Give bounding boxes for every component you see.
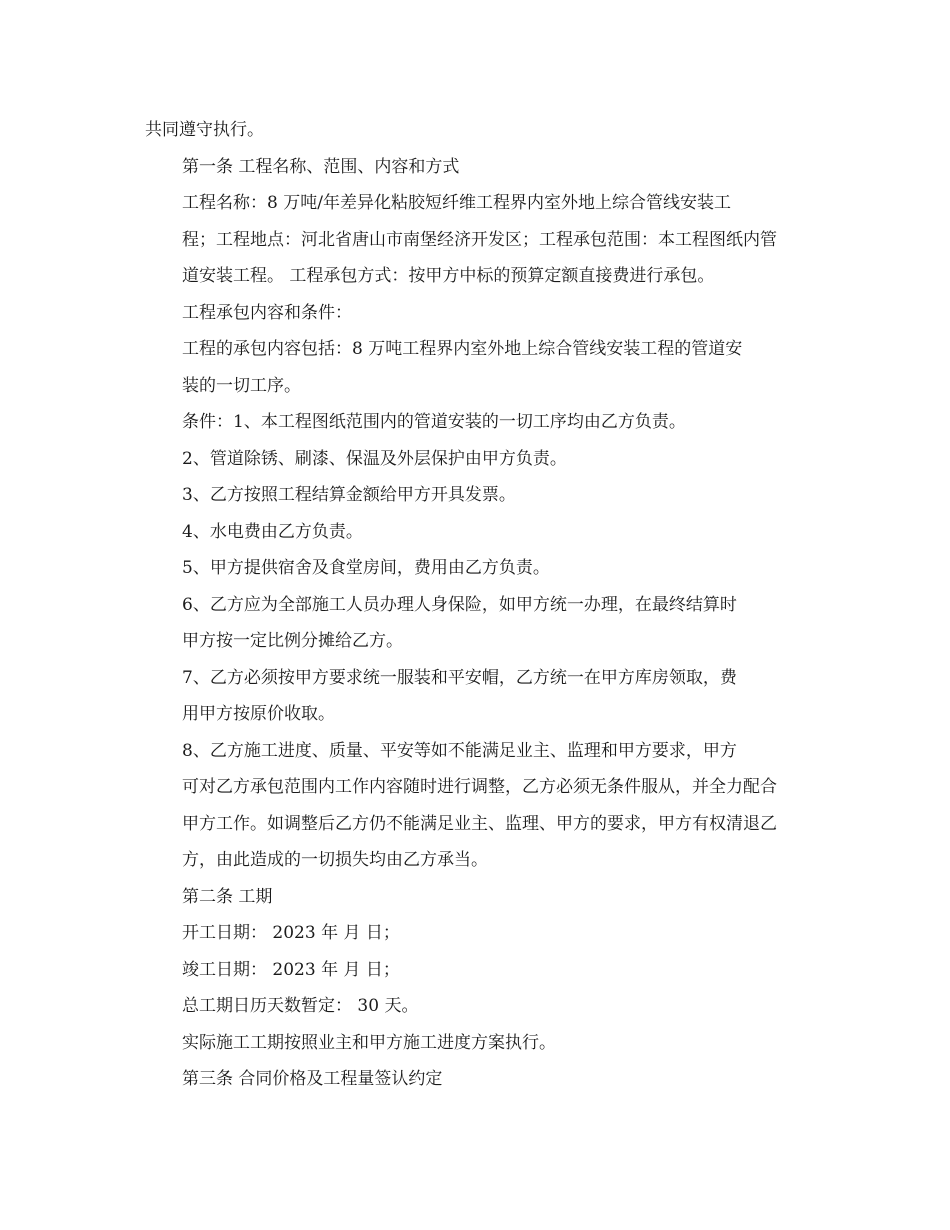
document-body (145, 112, 805, 1098)
paragraph-p5 (145, 404, 805, 441)
paragraph-p13 (145, 879, 805, 916)
text-line: 可对乙方承包范围内工作内容随时进行调整，乙方必须无条件服从，并全力配合 (182, 777, 777, 797)
paragraph-p6 (145, 441, 805, 478)
text-line: 装的一切工序。 (182, 375, 301, 396)
paragraph-p7 (145, 477, 805, 514)
paragraph-p15 (145, 952, 805, 989)
paragraph-p4 (145, 331, 805, 404)
text-line: 用甲方按原价收取。 (182, 704, 335, 724)
text-line: 条件：1、本工程图纸范围内的管道安装的一切工序均由乙方负责。 (182, 412, 686, 432)
text-line: 竣工日期： 2023 年 月 日； (182, 959, 400, 980)
text-line: 3、乙方按照工程结算金额给甲方开具发票。 (182, 485, 516, 505)
text-line: 第一条 工程名称、范围、内容和方式 (182, 156, 460, 177)
text-line: 工程名称：8 万吨/年差异化粘胶短纤维工程界内室外地上综合管线安装工 (182, 193, 731, 213)
paragraph-p17 (145, 1025, 805, 1062)
text-line: 工程的承包内容包括：8 万吨工程界内室外地上综合管线安装工程的管道安 (182, 339, 743, 359)
paragraph-p18 (145, 1061, 805, 1098)
paragraph-p16 (145, 988, 805, 1025)
paragraph-p9 (145, 550, 805, 587)
paragraph-p10 (145, 587, 805, 660)
text-line: 第三条 合同价格及工程量签认约定 (182, 1069, 443, 1089)
text-line: 甲方按一定比例分摊给乙方。 (182, 631, 403, 651)
paragraph-p2 (145, 185, 805, 295)
text-line: 道安装工程。 工程承包方式：按甲方中标的预算定额直接费进行承包。 (182, 266, 715, 286)
text-line: 开工日期： 2023 年 月 日； (182, 923, 400, 943)
text-line: 8、乙方施工进度、质量、平安等如不能满足业主、监理和甲方要求，甲方 (182, 740, 737, 761)
text-line: 总工期日历天数暂定： 30 天。 (182, 996, 419, 1016)
paragraph-p14 (145, 915, 805, 952)
text-line: 程；工程地点：河北省唐山市南堡经济开发区；工程承包范围：本工程图纸内管 (182, 229, 777, 250)
text-line: 甲方工作。如调整后乙方仍不能满足业主、监理、甲方的要求，甲方有权清退乙 (182, 813, 777, 834)
text-line: 共同遵守执行。 (145, 120, 264, 140)
text-line: 实际施工工期按照业主和甲方施工进度方案执行。 (182, 1032, 556, 1053)
text-line: 4、水电费由乙方负责。 (182, 521, 363, 542)
text-line: 7、乙方必须按甲方要求统一服装和平安帽，乙方统一在甲方库房领取，费 (182, 667, 737, 688)
paragraph-p3 (145, 295, 805, 332)
paragraph-p11 (145, 660, 805, 733)
paragraph-p12 (145, 733, 805, 879)
paragraph-p0 (145, 112, 805, 149)
text-line: 第二条 工期 (182, 886, 273, 907)
paragraph-p8 (145, 514, 805, 551)
paragraph-p1 (145, 149, 805, 186)
text-line: 方，由此造成的一切损失均由乙方承当。 (182, 850, 488, 870)
text-line: 6、乙方应为全部施工人员办理人身保险，如甲方统一办理，在最终结算时 (182, 594, 737, 615)
text-line: 2、管道除锈、刷漆、保温及外层保护由甲方负责。 (182, 448, 567, 469)
text-line: 工程承包内容和条件： (182, 302, 352, 323)
text-line: 5、甲方提供宿舍及食堂房间，费用由乙方负责。 (182, 558, 550, 578)
